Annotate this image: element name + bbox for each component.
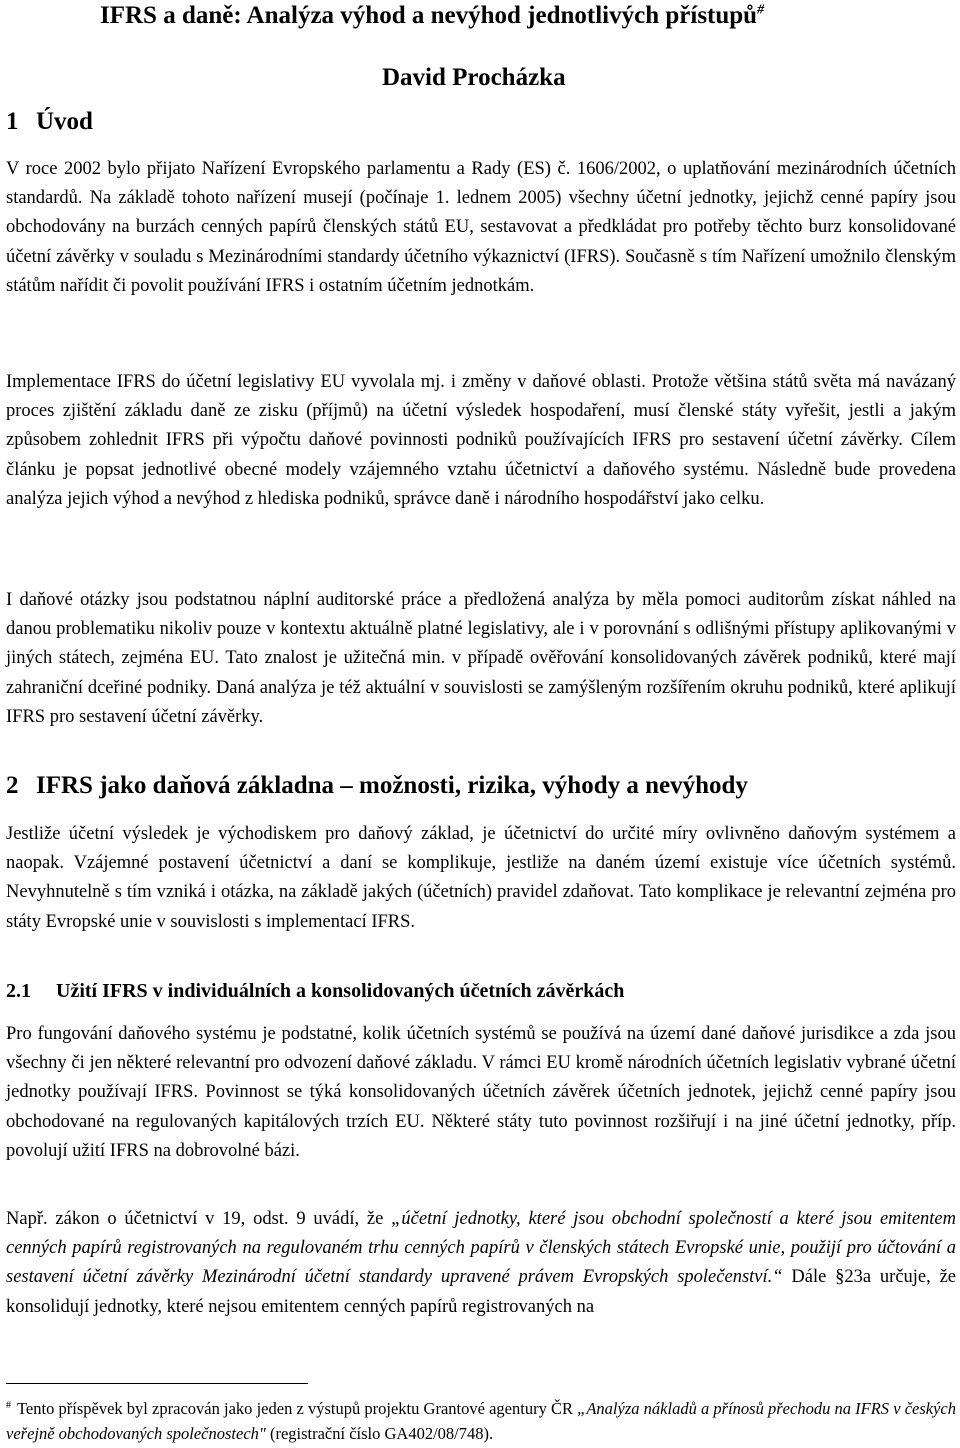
title-footnote-mark: # [757,2,765,18]
paragraph-1: V roce 2002 bylo přijato Nařízení Evropského parlamentu a Rady (ES) č. 1606/2002, o uplatňování mezinárodních účetních standardů. Na základě tohoto nařízení musejí (počínaje 1. lednem 2005) všechny účetní jednotky, jejichž cenné papíry jsou obchodovány na burzách cenných papírů členských států EU, sestavovat a předkládat pro potřeby těchto burz konsolidované účetní závěrky v souladu s Mezinárodními standardy účetního výkaznictví (IFRS). Současně s tím Nařízení umožnilo členským státům nařídit či povolit používání IFRS i ostatním účetním jednotkám. [6,159,956,296]
law-quotation: „účetní jednotky, které jsou obchodní společností a které jsou emitentem cenných papírů registrovaných na regulovaném trhu cenných papírů v členských státech Evropské unie, použijí pro účtování a sestavení účetní závěrky Mezinárodní účetní standardy upravené právem Evropských společenství.“ [6,1209,956,1288]
footnote-registration: (registrační číslo GA402/08/748). [265,1424,494,1443]
section-title: IFRS jako daňová základna – možnosti, rizika, výhody a nevýhody [36,772,748,799]
subsection-title: Užití IFRS v individuálních a konsolidovaných účetních závěrkách [56,980,625,1002]
subsection-number: 2.1 [6,980,31,1002]
paragraph-6-tail: Dále §23a určuje, že konsolidují jednotky, které nejsou emitentem cenných papírů registrovaných na [6,1267,957,1317]
footnote [6,1396,956,1446]
paragraph-6 [6,1205,956,1322]
subsection-heading-2-1 [6,980,624,1003]
paragraph-6-lead: Např. zákon o účetnictví v 19, odst. 9 uvádí, že [6,1209,392,1229]
paragraph-5: Pro fungování daňového systému je podstatné, kolik účetních systémů se používá na území dané daňové jurisdikce a zda jsou všechny či jen některé relevantní pro odvození daňové základu. V rámci EU kromě národních účetních legislativ vybrané účetní jednotky používají IFRS. Povinnost se týká konsolidovaných účetních závěrek účetních jednotek, jejichž cenné papíry jsou obchodované na regulovaných kapitálových trzích EU. Některé státy tuto povinnost rozšiřují i na jiné účetní jednotky, příp. povolují užití IFRS na dobrovolné bázi. [6,1024,956,1161]
paragraph-3: I daňové otázky jsou podstatnou náplní auditorské práce a předložená analýza by měla pomoci auditorům získat náhled na danou problematiku nikoliv pouze v kontextu aktuálně platné legislativy, ale i v porovnání s odlišnými přístupy aplikovanými v jiných státech, zejména EU. Tato znalost je užitečná min. v případě ověřování konsolidovaných závěrek podniků, které mají zahraniční dceřiné podniky. Daná analýza je též aktuální v souvislosti se zamýšleným rozšířením okruhu podniků, které aplikují IFRS pro sestavení účetní závěrky. [6,590,956,727]
footnote-mark: # [6,1399,11,1411]
paragraph-4: Jestliže účetní výsledek je východiskem pro daňový základ, je účetnictví do určité míry ovlivněno daňovým systémem a naopak. Vzájemné postavení účetnictví a daní se komplikuje, jestliže na daném území existuje více účetních systémů. Nevyhnutelně s tím vzniká i otázka, na základě jakých (účetních) pravidel zdaňovat. Tato komplikace je relevantní zejména pro státy Evropské unie v souvislosti s implementací IFRS. [6,824,956,932]
footnote-text: Tento příspěvek byl zpracován jako jeden z výstupů projektu Grantové agentury ČR [17,1399,578,1418]
footnote-project-title: „Analýza nákladů a přínosů přechodu na IFRS v českých veřejně obchodovaných společnostech" [6,1399,956,1443]
paper-title [100,2,764,30]
section-heading-1 [6,108,93,136]
paper-title-text: IFRS a daně: Analýza výhod a nevýhod jednotlivých přístupů [100,2,758,29]
section-number: 2 [6,772,19,799]
section-number: 1 [6,108,19,135]
footnote-separator [6,1383,308,1384]
section-heading-2 [6,772,748,800]
paragraph-2: Implementace IFRS do účetní legislativy EU vyvolala mj. i změny v daňové oblasti. Protože většina států světa má navázaný proces zjištění základu daně ze zisku (příjmů) na účetní výsledek hospodaření, musí členské státy vyřešit, jestli a jakým způsobem zohlednit IFRS při výpočtu daňové povinnosti podniků používajících IFRS pro sestavení účetní závěrky. Cílem článku je popsat jednotlivé obecné modely vzájemného vztahu účetnictví a daňového systému. Následně bude provedena analýza jejich výhod a nevýhod z hlediska podniků, správce daně i národního hospodářství jako celku. [6,372,956,509]
section-title: Úvod [36,108,93,135]
author-name: David Procházka [382,64,566,91]
